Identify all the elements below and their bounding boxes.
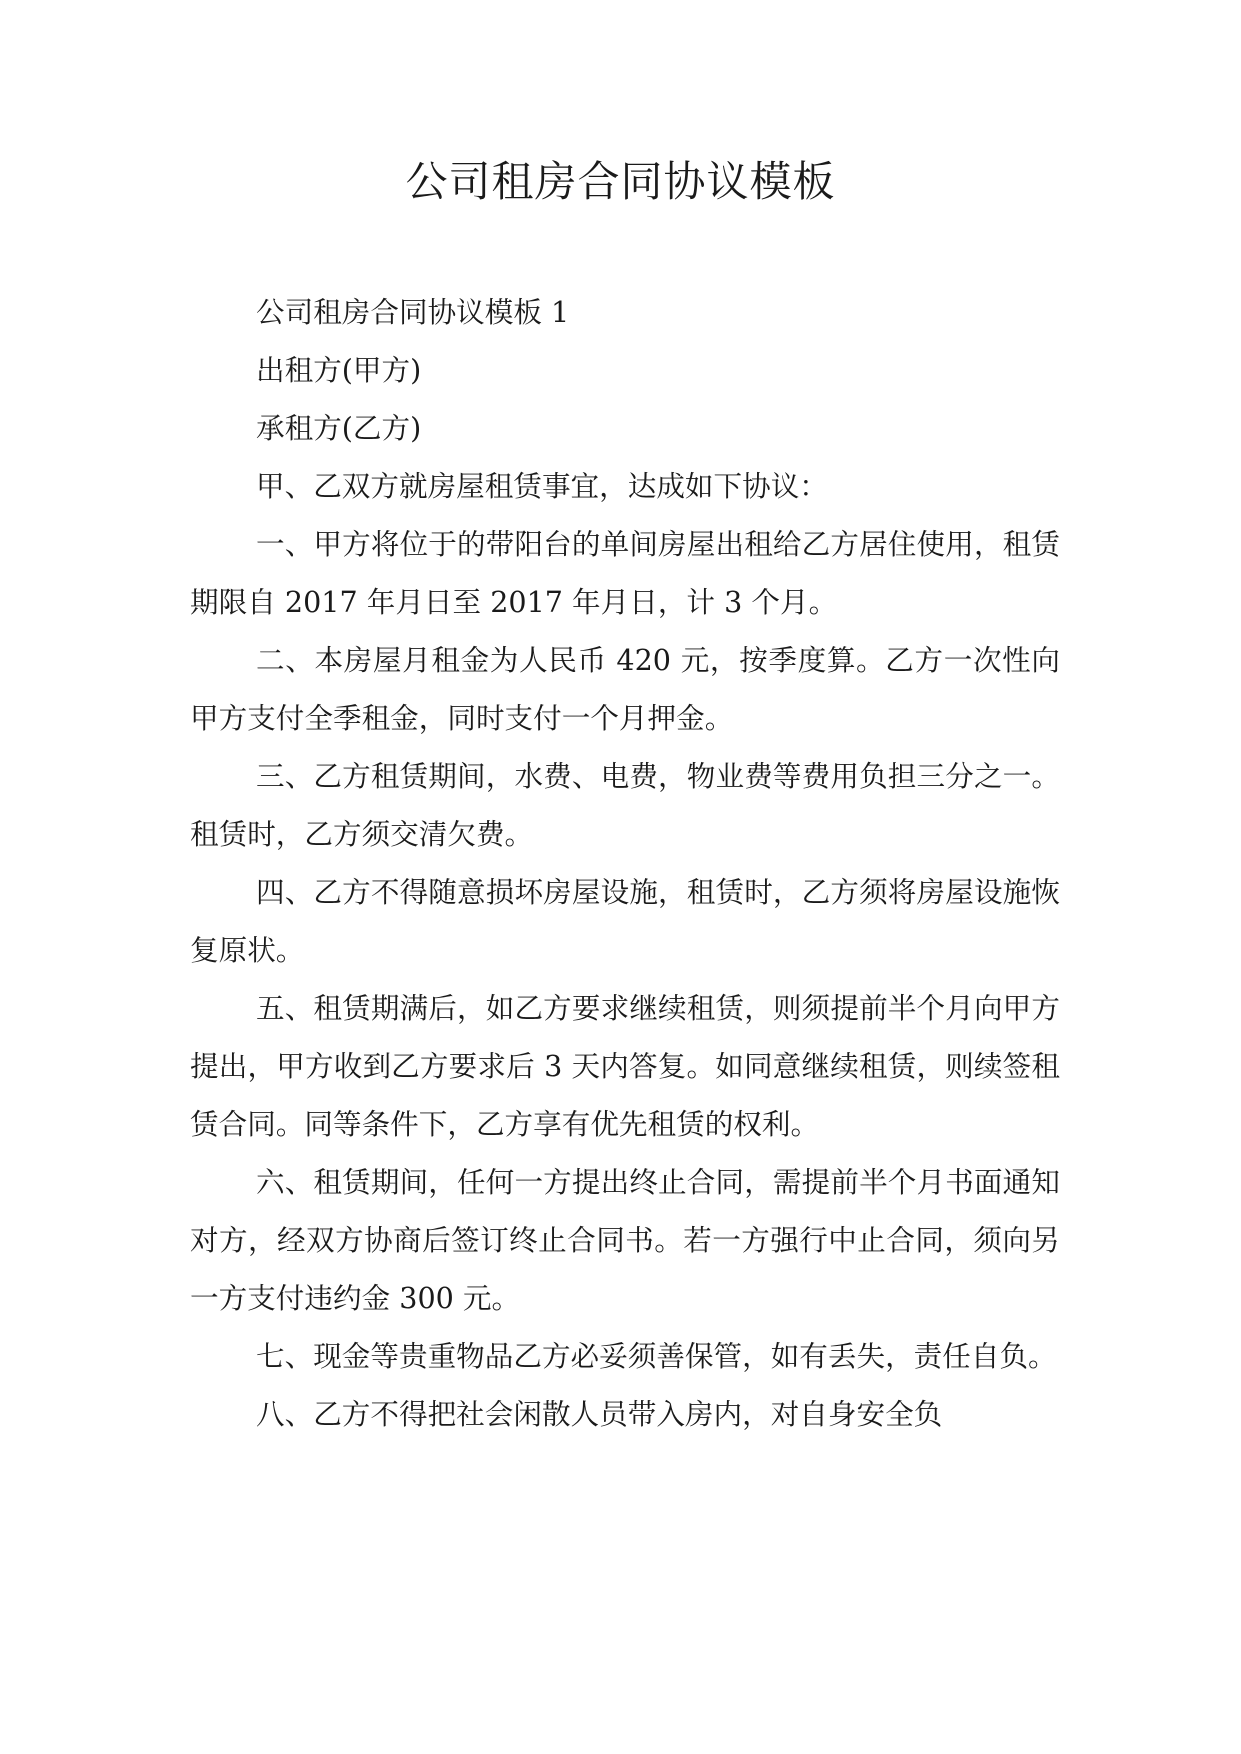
clause-2: 二、本房屋月租金为人民币 420 元，按季度算。乙方一次性向甲方支付全季租金，同时支付一个月押金。 (190, 643, 1060, 735)
clause-6: 六、租赁期间，任何一方提出终止合同，需提前半个月书面通知对方，经双方协商后签订终止合同书。若一方强行中止合同，须向另一方支付违约金 300 元。 (190, 1165, 1060, 1315)
clause-8: 八、乙方不得把社会闲散人员带入房内，对自身安全负 (256, 1397, 943, 1431)
clause-3: 三、乙方租赁期间，水费、电费，物业费等费用负担三分之一。租赁时，乙方须交清欠费。 (190, 759, 1060, 851)
paragraph-lessee: 承租方(乙方) (256, 411, 422, 445)
document-body (190, 283, 1060, 1443)
paragraph-preamble: 甲、乙双方就房屋租赁事宜，达成如下协议： (256, 469, 828, 503)
clause-4: 四、乙方不得随意损坏房屋设施，租赁时，乙方须将房屋设施恢复原状。 (190, 875, 1060, 967)
document-title: 公司租房合同协议模板 (405, 157, 836, 206)
paragraph-subtitle: 公司租房合同协议模板 1 (256, 295, 570, 329)
clause-7: 七、现金等贵重物品乙方必妥须善保管，如有丢失，责任自负。 (256, 1339, 1057, 1373)
paragraph-lessor: 出租方(甲方) (256, 353, 422, 387)
clause-5: 五、租赁期满后，如乙方要求继续租赁，则须提前半个月向甲方提出，甲方收到乙方要求后 3 天内答复。如同意继续租赁，则续签租赁合同。同等条件下，乙方享有优先租赁的权利。 (190, 991, 1060, 1141)
clause-1: 一、甲方将位于的带阳台的单间房屋出租给乙方居住使用，租赁期限自 2017 年月日至 2017 年月日，计 3 个月。 (190, 527, 1060, 619)
